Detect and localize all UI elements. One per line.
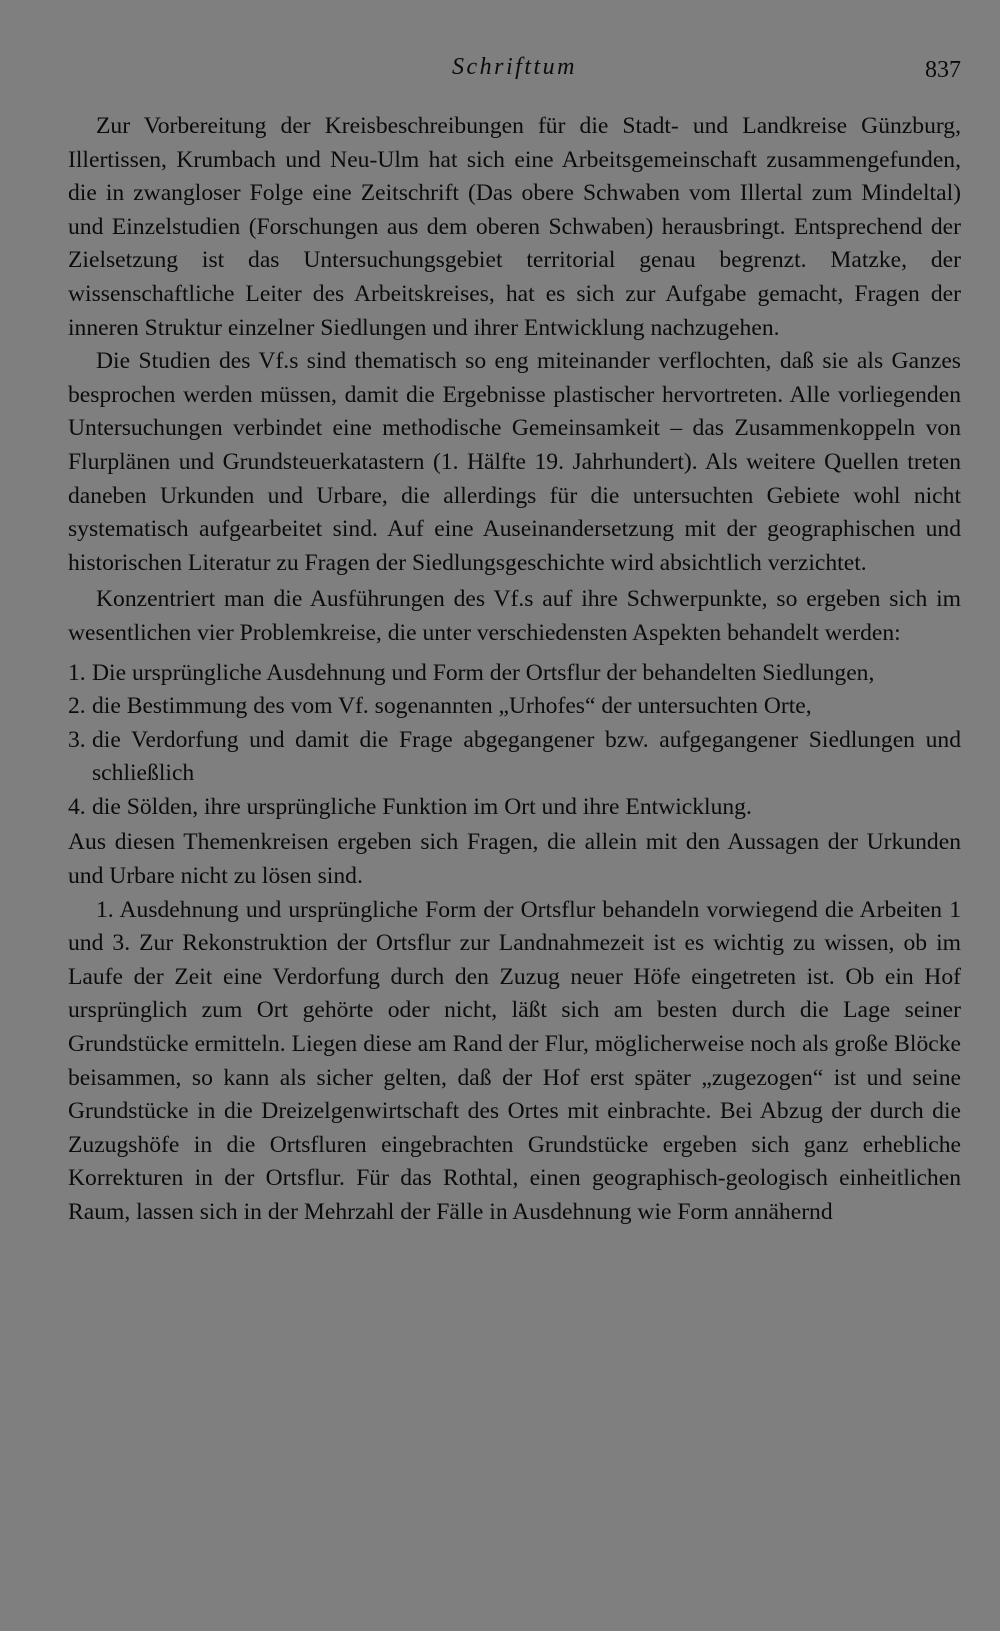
list-item-text: die Sölden, ihre ursprüngliche Funktion im Ort und ihre Entwicklung. [92, 793, 752, 820]
list-item [68, 791, 961, 825]
book-page [68, 48, 961, 1230]
paragraph-5: 1. Ausdehnung und ursprüngliche Form der Ortsflur behandeln vorwiegend die Arbeiten 1 und 3. Zur Rekonstruktion der Ortsflur zur Landnahmezeit ist es wichtig zu wissen, ob im Laufe der Zeit eine Verdorfung durch den Zuzug neuer Höfe eingetreten ist. Ob ein Hof ursprünglich zum Ort gehörte oder nicht, läßt sich am besten durch die Lage seiner Grundstücke ermitteln. Liegen diese am Rand der Flur, möglicherweise noch als große Blöcke beisammen, so kann als sicher gelten, daß der Hof erst später „zugezogen“ ist und seine Grundstücke in die Dreizelgenwirtschaft des Ortes mit einbrachte. Bei Abzug der durch die Zuzugshöfe in die Ortsfluren eingebrachten Grundstücke ergeben sich ganz erhebliche Korrekturen in der Ortsflur. Für das Rothtal, einen geographisch-geologisch einheitlichen Raum, lassen sich in der Mehrzahl der Fälle in Ausdehnung wie Form annähernd [68, 896, 961, 1225]
list-item-number: 1. [68, 659, 86, 686]
list-item-number: 4. [68, 793, 86, 820]
running-head: Schrifttum [452, 54, 577, 80]
list-item [68, 690, 961, 724]
list-item-text: die Verdorfung und damit die Frage abgegangener bzw. aufgegangener Siedlungen und schließlich [92, 726, 961, 787]
list-item-number: 3. [68, 726, 86, 753]
page-header [68, 48, 961, 88]
paragraph-4: Aus diesen Themenkreisen ergeben sich Fragen, die allein mit den Aussagen der Urkunden und Urbare nicht zu lösen sind. [68, 829, 961, 890]
body-text [68, 110, 961, 1230]
paragraph-3: Konzentriert man die Ausführungen des Vf.s auf ihre Schwerpunkte, so ergeben sich im wesentlichen vier Problemkreise, die unter verschiedensten Aspekten behandelt werden: [68, 586, 961, 646]
list-item-text: Die ursprüngliche Ausdehnung und Form der Ortsflur der behandelten Siedlungen, [92, 659, 875, 686]
list-item [68, 724, 961, 791]
page-number: 837 [925, 57, 961, 83]
list-item-text: die Bestimmung des vom Vf. sogenannten „Urhofes“ der untersuchten Orte, [92, 693, 812, 720]
problem-list [68, 657, 961, 825]
list-item-number: 2. [68, 693, 86, 720]
paragraph-1: Zur Vorbereitung der Kreisbeschreibungen für die Stadt- und Landkreise Günzburg, Illertissen, Krumbach und Neu-Ulm hat sich eine Arbeitsgemeinschaft zusammengefunden, die in zwangloser Folge eine Zeitschrift (Das obere Schwaben vom Illertal zum Mindeltal) und Einzelstudien (Forschungen aus dem oberen Schwaben) herausbringt. Entsprechend der Zielsetzung ist das Untersuchungsgebiet territorial genau begrenzt. Matzke, der wissenschaftliche Leiter des Arbeitskreises, hat es sich zur Aufgabe gemacht, Fragen der inneren Struktur einzelner Siedlungen und ihrer Entwicklung nachzugehen. [68, 113, 961, 341]
paragraph-2: Die Studien des Vf.s sind thematisch so eng miteinander verflochten, daß sie als Ganzes besprochen werden müssen, damit die Ergebnisse plastischer hervortreten. Alle vorliegenden Untersuchungen verbindet eine methodische Gemeinsamkeit – das Zusammenkoppeln von Flurplänen und Grundsteuerkatastern (1. Hälfte 19. Jahrhundert). Als weitere Quellen treten daneben Urkunden und Urbare, die allerdings für die untersuchten Gebiete wohl nicht systematisch aufgearbeitet sind. Auf eine Auseinandersetzung mit der geographischen und historischen Literatur zu Fragen der Siedlungsgeschichte wird absichtlich verzichtet. [68, 348, 961, 576]
list-item [68, 657, 961, 691]
